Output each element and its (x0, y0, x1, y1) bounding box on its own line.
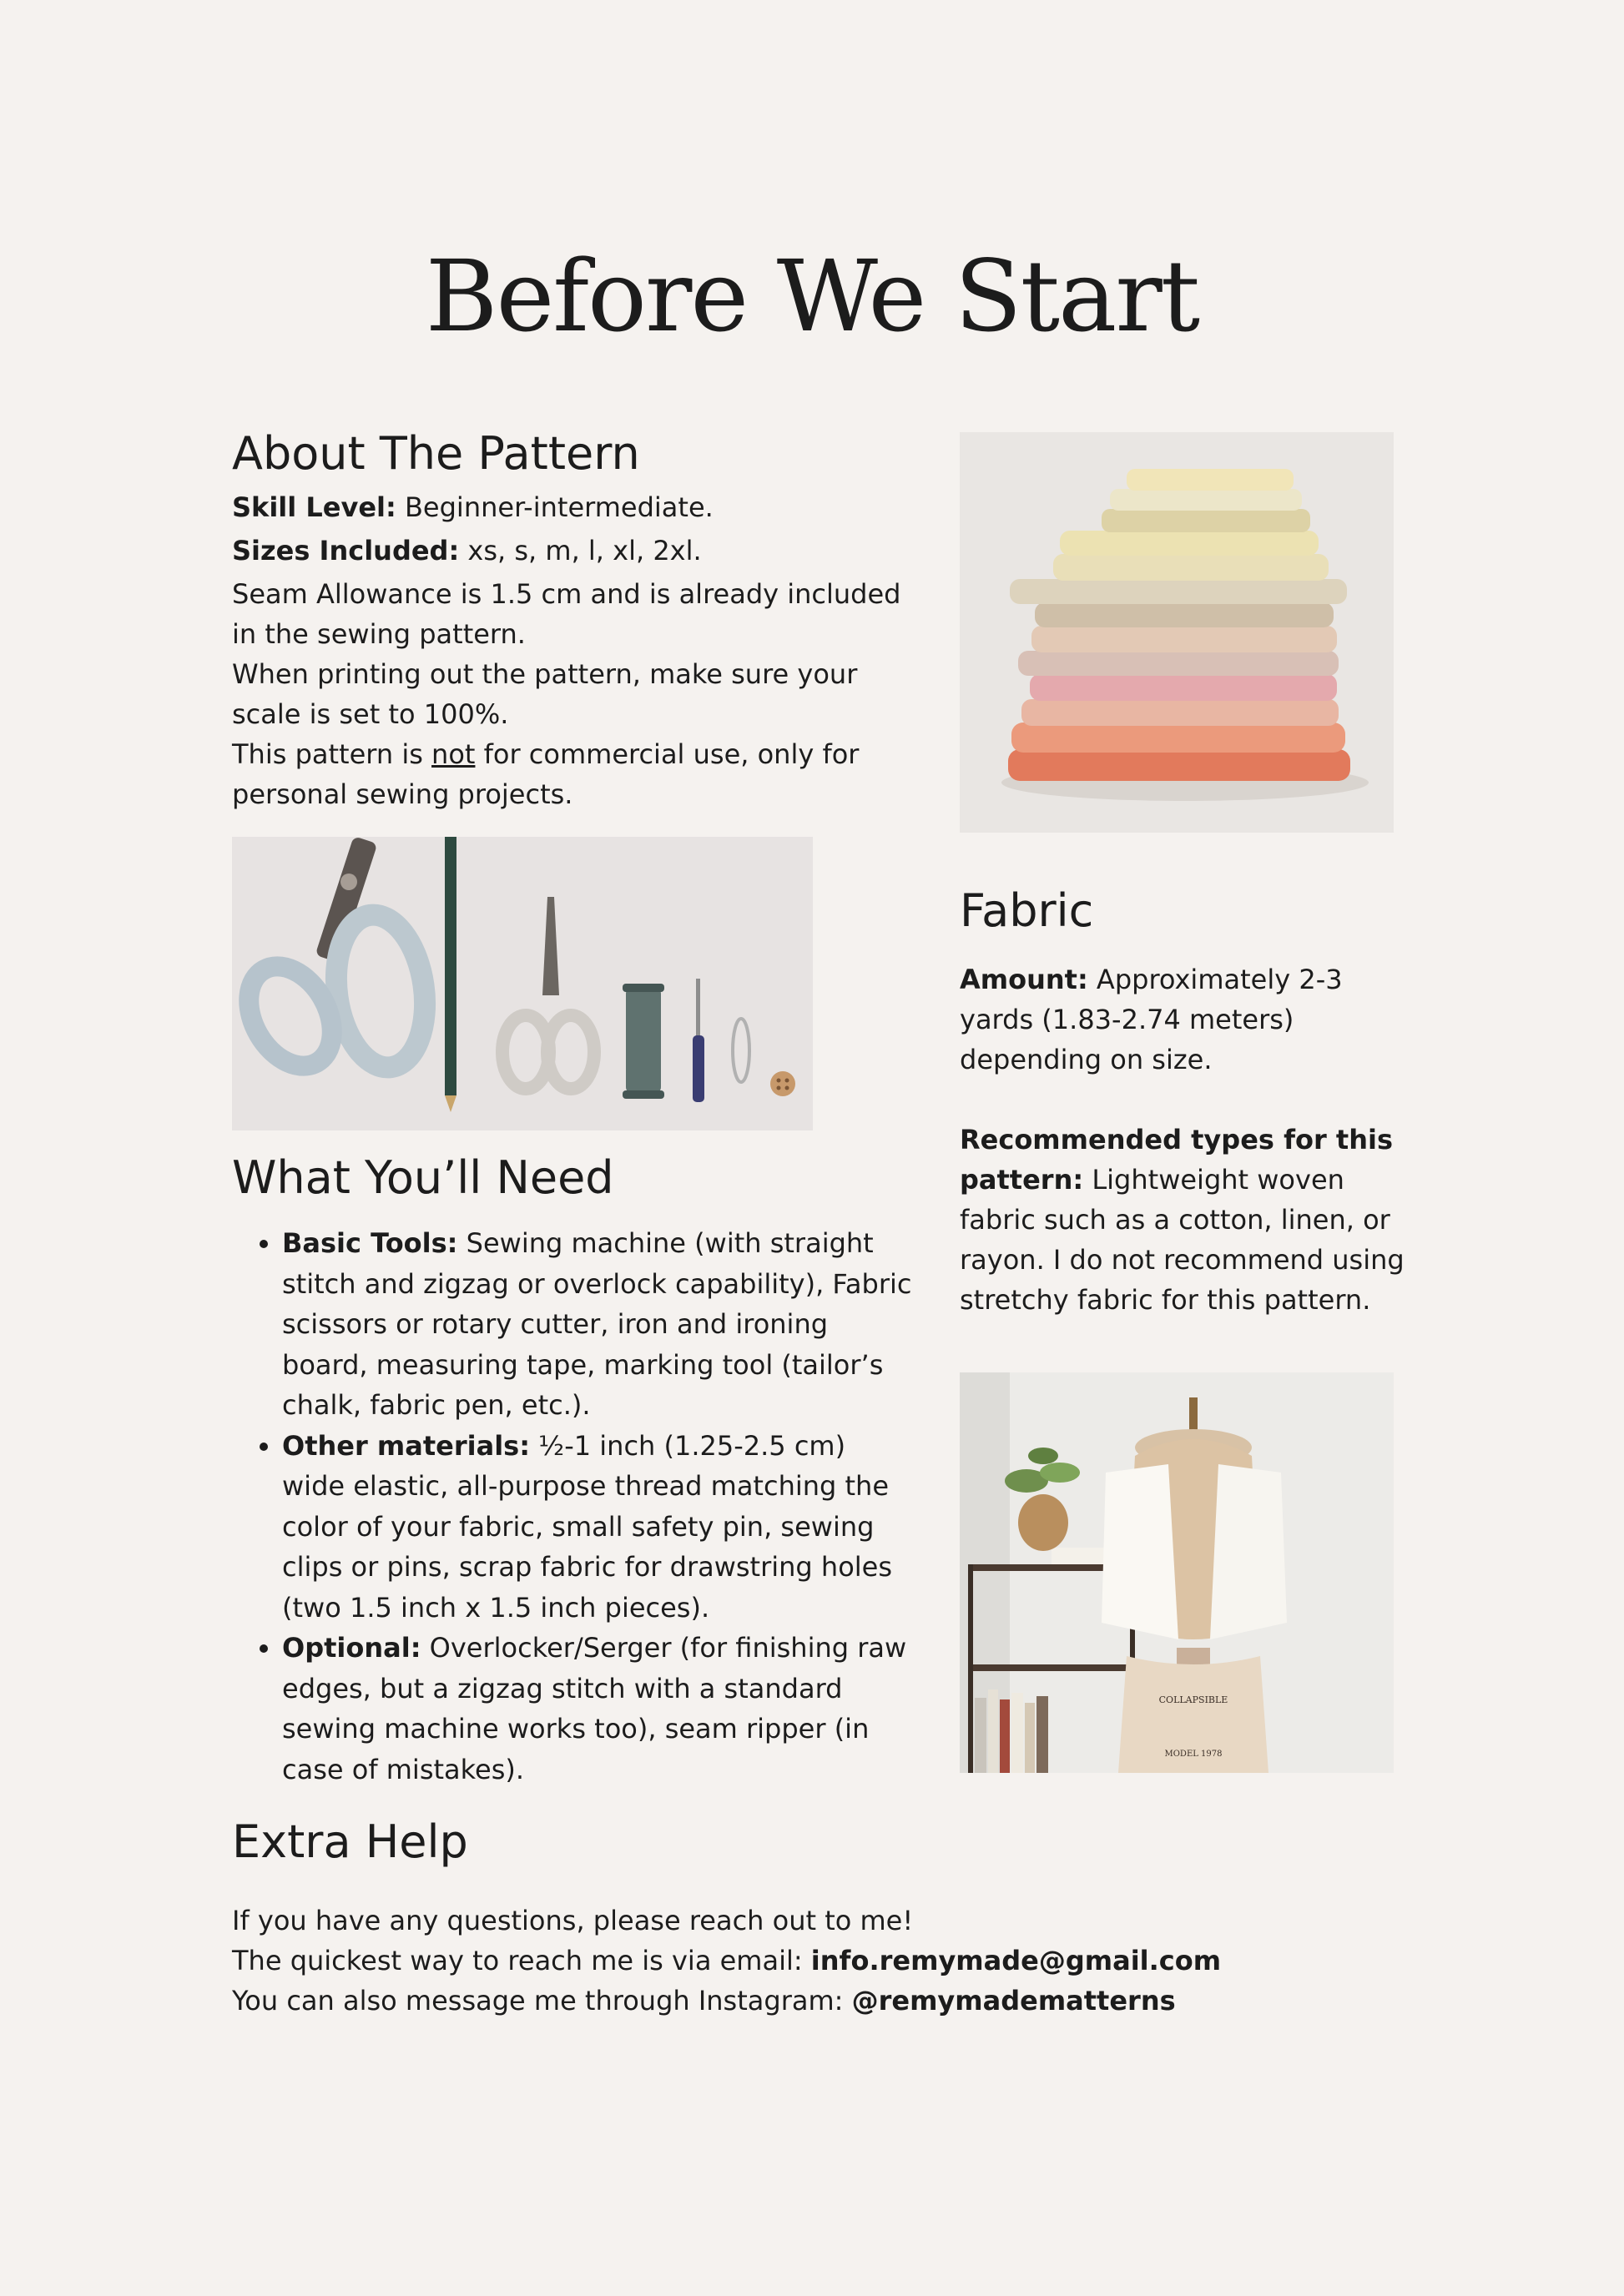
needs-heading: What You’ll Need (232, 1151, 614, 1204)
extra-line-2 (232, 1941, 1400, 1981)
fabric-recommended (960, 1120, 1427, 1320)
seam-line-2: in the sewing pattern. (232, 618, 526, 650)
instagram-prefix: You can also message me through Instagram: (232, 1985, 852, 2017)
amount-line-1 (960, 959, 1427, 999)
list-item-basic-tools (282, 1223, 916, 1426)
email-link[interactable]: info.remymade@gmail.com (810, 1945, 1222, 1976)
seam-line-1: Seam Allowance is 1.5 cm and is already included (232, 578, 901, 610)
use-post: for commercial use, only for (475, 738, 860, 770)
form-label-2: MODEL 1978 (1164, 1750, 1223, 1759)
other-materials-label: Other materials: (282, 1429, 530, 1462)
rec-line-4: stretchy fabric for this pattern. (960, 1284, 1371, 1316)
skill-level (232, 487, 916, 527)
use-pre: This pattern is (232, 738, 432, 770)
sizes-included (232, 531, 916, 571)
rec-text-1: Lightweight woven (1083, 1164, 1344, 1196)
about-section (232, 427, 916, 814)
about-body (232, 487, 916, 814)
fabric-stack-photo (960, 432, 1394, 833)
instagram-link[interactable]: @remymadematterns (851, 1985, 1176, 2017)
rec-label-1: Recommended types for this (960, 1124, 1393, 1156)
rec-line-3: rayon. I do not recommend using (960, 1244, 1405, 1276)
amount-value-1: Approximately 2-3 (1087, 964, 1343, 995)
optional-label: Optional: (282, 1632, 421, 1664)
optional-text: Overlocker/Serger (for finishing raw edges, but a zigzag stitch with a standard sewing machine works too), seam ripper (in case of mistakes). (282, 1632, 907, 1785)
sizes-label: Sizes Included: (232, 535, 460, 566)
about-heading: About The Pattern (232, 427, 640, 480)
amount-line-2: yards (1.83-2.74 meters) (960, 1004, 1294, 1035)
extra-line-1: If you have any questions, please reach out to me! (232, 1905, 914, 1936)
rec-label-line-1 (960, 1120, 1427, 1160)
needs-list (232, 1223, 916, 1790)
basic-tools-text: Sewing machine (with straight stitch and zigzag or overlock capability), Fabric scissors or rotary cutter, iron and ironing board, measuring tape, marking tool (tailor’s chalk, fabric pen, etc.). (282, 1227, 912, 1421)
extra-body (232, 1901, 1400, 2021)
rec-label-2: pattern: (960, 1164, 1084, 1196)
extra-section (232, 1815, 1400, 2021)
not-underlined: not (431, 738, 476, 770)
fabric-heading: Fabric (960, 884, 1094, 937)
basic-tools-label: Basic Tools: (282, 1227, 458, 1259)
fabric-section (960, 884, 1427, 1320)
needs-section (232, 1151, 916, 1790)
form-label-1: COLLAPSIBLE (1158, 1694, 1228, 1705)
sizes-value: xs, s, m, l, xl, 2xl. (459, 535, 702, 566)
list-item-other-materials (282, 1426, 916, 1629)
sewing-tools-photo (232, 837, 813, 1130)
rec-line-2: fabric such as a cotton, linen, or (960, 1204, 1390, 1236)
other-materials-text: ½-1 inch (1.25-2.5 cm) wide elastic, all-purpose thread matching the color of your fabric, small safety pin, sewing clips or pins, scrap fabric for drawstring holes (two 1.5 inch x 1.5 inch pieces). (282, 1429, 893, 1624)
rec-line-1 (960, 1160, 1427, 1200)
fabric-amount (960, 959, 1427, 1080)
skill-value: Beginner-intermediate. (396, 491, 714, 523)
email-prefix: The quickest way to reach me is via email: (232, 1945, 811, 1976)
print-line-1: When printing out the pattern, make sure your (232, 658, 858, 690)
amount-label: Amount: (960, 964, 1088, 995)
use-line-2: personal sewing projects. (232, 778, 573, 810)
amount-line-3: depending on size. (960, 1044, 1213, 1075)
extra-line-3 (232, 1981, 1400, 2021)
list-item-optional (282, 1628, 916, 1790)
page-title: Before We Start (425, 239, 1199, 354)
skill-label: Skill Level: (232, 491, 396, 523)
extra-heading: Extra Help (232, 1815, 468, 1868)
dress-form-photo (960, 1372, 1394, 1773)
use-line-1 (232, 734, 916, 774)
print-line-2: scale is set to 100%. (232, 698, 509, 730)
